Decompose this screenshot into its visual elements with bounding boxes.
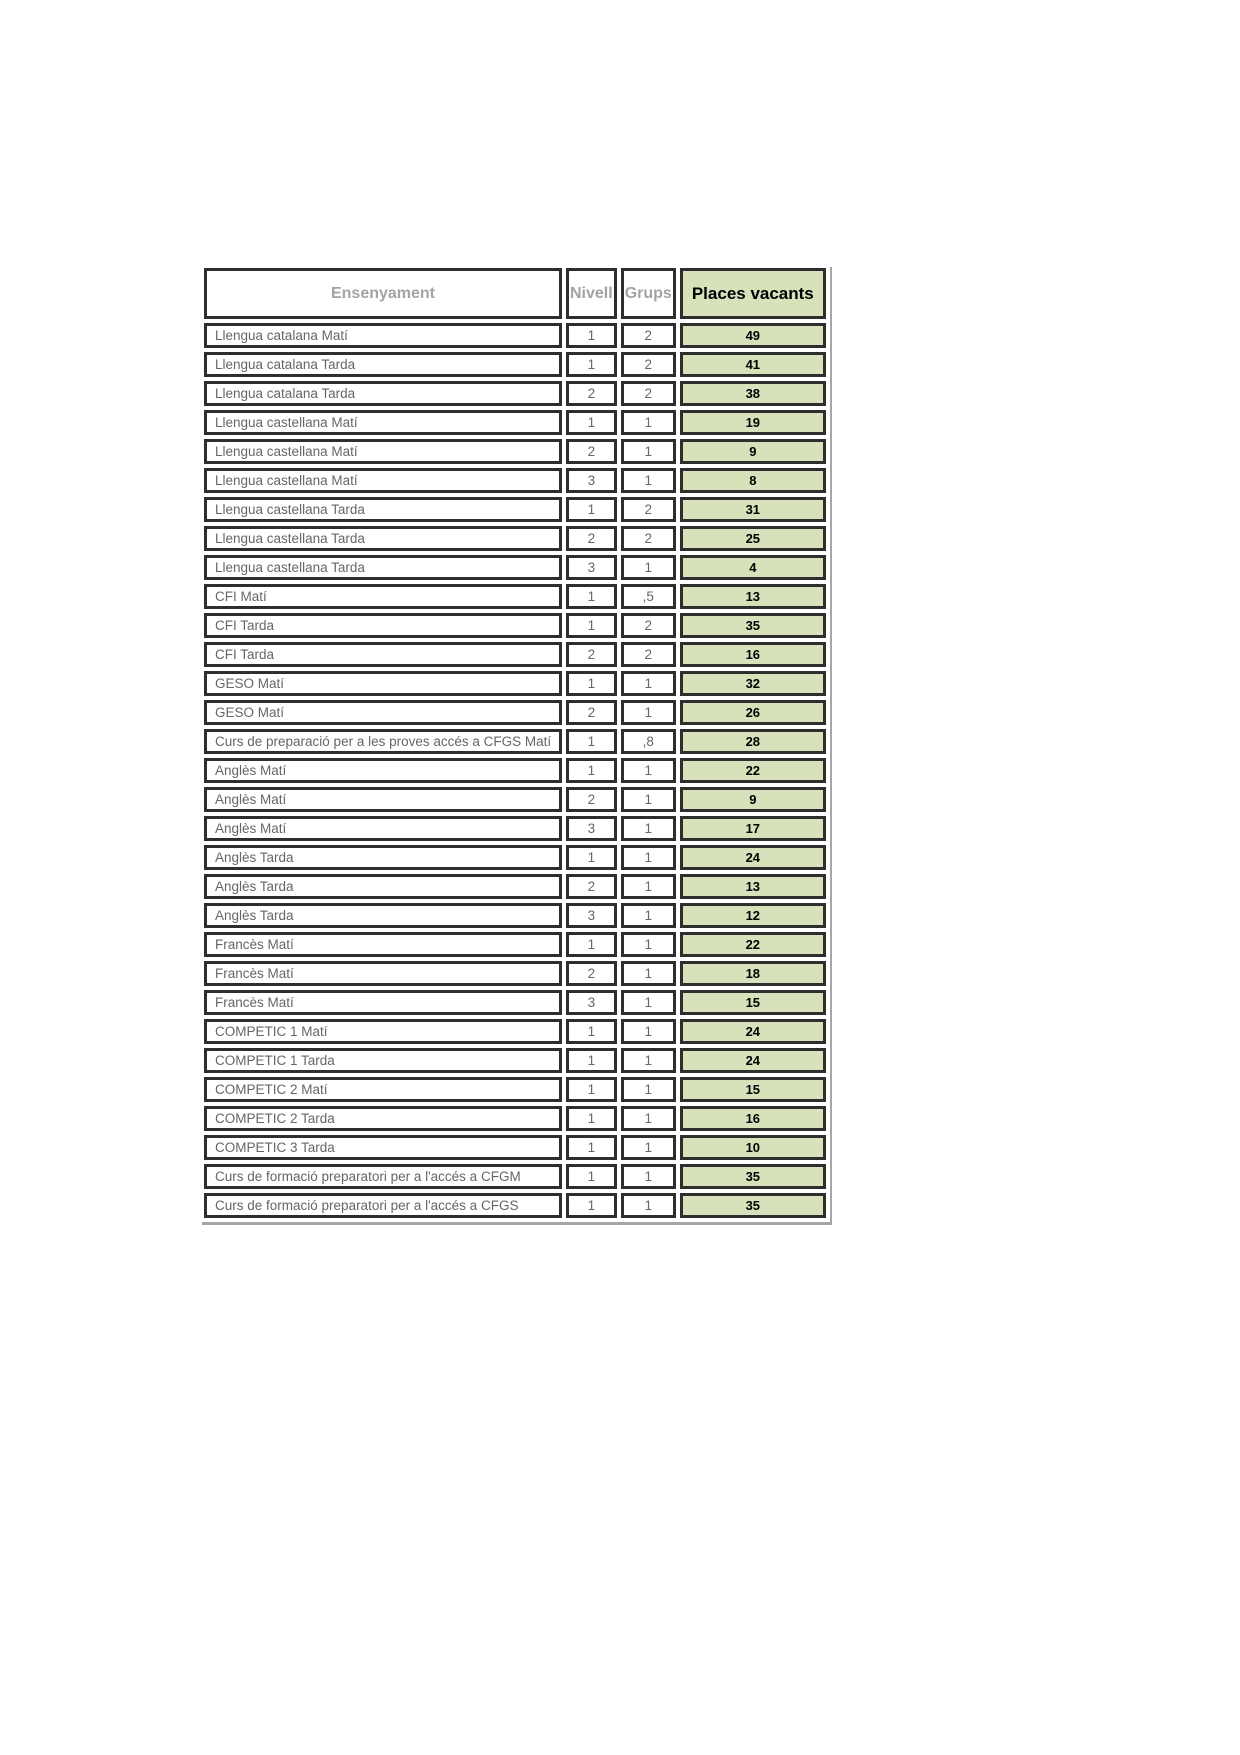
places-vacants-cell: 9 (680, 439, 826, 464)
table-row (204, 1048, 826, 1073)
nivell-cell: 3 (566, 555, 617, 580)
nivell-cell: 1 (566, 1193, 617, 1218)
nivell-cell: 1 (566, 1077, 617, 1102)
nivell-cell: 2 (566, 526, 617, 551)
nivell-cell: 1 (566, 584, 617, 609)
table-row (204, 1106, 826, 1131)
grups-cell: 2 (621, 381, 676, 406)
table-header (204, 268, 826, 319)
grups-cell: 1 (621, 1164, 676, 1189)
places-vacants-cell: 35 (680, 1193, 826, 1218)
ensenyament-cell: Llengua catalana Matí (204, 323, 562, 348)
nivell-cell: 3 (566, 816, 617, 841)
ensenyament-cell: Llengua castellana Matí (204, 468, 562, 493)
table-row (204, 903, 826, 928)
ensenyament-cell: Anglès Matí (204, 758, 562, 783)
table-row (204, 439, 826, 464)
nivell-cell: 1 (566, 845, 617, 870)
ensenyament-cell: Llengua castellana Tarda (204, 497, 562, 522)
header-row (204, 268, 826, 319)
places-vacants-cell: 12 (680, 903, 826, 928)
nivell-cell: 1 (566, 323, 617, 348)
nivell-cell: 1 (566, 932, 617, 957)
places-vacants-cell: 16 (680, 642, 826, 667)
column-header-places-vacants: Places vacants (680, 268, 826, 319)
ensenyament-cell: CFI Tarda (204, 642, 562, 667)
grups-cell: 2 (621, 352, 676, 377)
table-row (204, 874, 826, 899)
ensenyament-cell: Francès Matí (204, 961, 562, 986)
table-row (204, 700, 826, 725)
grups-cell: 1 (621, 845, 676, 870)
ensenyament-cell: Llengua castellana Matí (204, 410, 562, 435)
places-vacants-cell: 24 (680, 1048, 826, 1073)
grups-cell: 1 (621, 758, 676, 783)
grups-cell: 1 (621, 1193, 676, 1218)
places-vacants-cell: 49 (680, 323, 826, 348)
grups-cell: ,8 (621, 729, 676, 754)
ensenyament-cell: Llengua castellana Matí (204, 439, 562, 464)
places-vacants-cell: 4 (680, 555, 826, 580)
places-vacants-cell: 35 (680, 613, 826, 638)
places-vacants-cell: 41 (680, 352, 826, 377)
table-row (204, 787, 826, 812)
grups-cell: 2 (621, 323, 676, 348)
table-row (204, 381, 826, 406)
nivell-cell: 1 (566, 613, 617, 638)
places-vacants-cell: 19 (680, 410, 826, 435)
nivell-cell: 1 (566, 352, 617, 377)
grups-cell: ,5 (621, 584, 676, 609)
table-row (204, 1193, 826, 1218)
ensenyament-cell: Anglès Matí (204, 816, 562, 841)
grups-cell: 1 (621, 961, 676, 986)
places-vacants-cell: 38 (680, 381, 826, 406)
grups-cell: 1 (621, 932, 676, 957)
column-header-nivell: Nivell (566, 268, 617, 319)
nivell-cell: 1 (566, 1019, 617, 1044)
nivell-cell: 1 (566, 758, 617, 783)
ensenyament-cell: Anglès Matí (204, 787, 562, 812)
ensenyament-cell: COMPETIC 2 Tarda (204, 1106, 562, 1131)
table-row (204, 410, 826, 435)
grups-cell: 1 (621, 787, 676, 812)
grups-cell: 2 (621, 526, 676, 551)
places-vacants-cell: 8 (680, 468, 826, 493)
table-row (204, 932, 826, 957)
ensenyament-cell: Llengua catalana Tarda (204, 352, 562, 377)
table-row (204, 642, 826, 667)
ensenyament-cell: Llengua catalana Tarda (204, 381, 562, 406)
grups-cell: 2 (621, 497, 676, 522)
places-vacants-cell: 13 (680, 874, 826, 899)
nivell-cell: 1 (566, 1135, 617, 1160)
nivell-cell: 2 (566, 642, 617, 667)
table-row (204, 990, 826, 1015)
places-vacants-cell: 25 (680, 526, 826, 551)
ensenyament-cell: Francès Matí (204, 932, 562, 957)
nivell-cell: 3 (566, 990, 617, 1015)
grups-cell: 1 (621, 439, 676, 464)
ensenyament-cell: Curs de formació preparatori per a l'accés a CFGS (204, 1193, 562, 1218)
places-vacants-cell: 32 (680, 671, 826, 696)
grups-cell: 1 (621, 468, 676, 493)
places-vacants-cell: 22 (680, 932, 826, 957)
places-vacants-cell: 17 (680, 816, 826, 841)
grups-cell: 1 (621, 903, 676, 928)
nivell-cell: 2 (566, 439, 617, 464)
places-vacants-cell: 9 (680, 787, 826, 812)
nivell-cell: 1 (566, 671, 617, 696)
ensenyament-cell: Llengua castellana Tarda (204, 555, 562, 580)
places-vacants-cell: 15 (680, 1077, 826, 1102)
places-vacants-table (200, 264, 830, 1222)
grups-cell: 1 (621, 1077, 676, 1102)
table-row (204, 961, 826, 986)
table-row (204, 352, 826, 377)
nivell-cell: 1 (566, 729, 617, 754)
nivell-cell: 2 (566, 381, 617, 406)
column-header-grups: Grups (621, 268, 676, 319)
grups-cell: 1 (621, 874, 676, 899)
ensenyament-cell: GESO Matí (204, 671, 562, 696)
table-row (204, 613, 826, 638)
places-vacants-cell: 16 (680, 1106, 826, 1131)
table-row (204, 1164, 826, 1189)
table-row (204, 555, 826, 580)
ensenyament-cell: COMPETIC 1 Tarda (204, 1048, 562, 1073)
nivell-cell: 2 (566, 700, 617, 725)
nivell-cell: 1 (566, 1106, 617, 1131)
table-body (204, 323, 826, 1218)
column-header-ensenyament: Ensenyament (204, 268, 562, 319)
ensenyament-cell: CFI Tarda (204, 613, 562, 638)
grups-cell: 2 (621, 613, 676, 638)
grups-cell: 1 (621, 1106, 676, 1131)
grups-cell: 1 (621, 1019, 676, 1044)
ensenyament-cell: CFI Matí (204, 584, 562, 609)
nivell-cell: 1 (566, 1048, 617, 1073)
ensenyament-cell: GESO Matí (204, 700, 562, 725)
places-vacants-cell: 28 (680, 729, 826, 754)
nivell-cell: 1 (566, 497, 617, 522)
grups-cell: 2 (621, 642, 676, 667)
ensenyament-cell: Curs de preparació per a les proves accés a CFGS Matí (204, 729, 562, 754)
grups-cell: 1 (621, 990, 676, 1015)
ensenyament-cell: COMPETIC 1 Matí (204, 1019, 562, 1044)
places-vacants-cell: 26 (680, 700, 826, 725)
nivell-cell: 3 (566, 903, 617, 928)
table-row (204, 1019, 826, 1044)
table-row (204, 758, 826, 783)
ensenyament-cell: Anglès Tarda (204, 845, 562, 870)
table-row (204, 526, 826, 551)
places-vacants-cell: 22 (680, 758, 826, 783)
places-vacants-cell: 31 (680, 497, 826, 522)
table-row (204, 729, 826, 754)
ensenyament-cell: COMPETIC 2 Matí (204, 1077, 562, 1102)
nivell-cell: 3 (566, 468, 617, 493)
places-vacants-cell: 24 (680, 1019, 826, 1044)
ensenyament-cell: Francès Matí (204, 990, 562, 1015)
grups-cell: 1 (621, 410, 676, 435)
table-row (204, 1077, 826, 1102)
places-vacants-cell: 35 (680, 1164, 826, 1189)
table-row (204, 584, 826, 609)
places-vacants-cell: 13 (680, 584, 826, 609)
table-row (204, 323, 826, 348)
grups-cell: 1 (621, 1048, 676, 1073)
table-row (204, 497, 826, 522)
places-vacants-cell: 15 (680, 990, 826, 1015)
nivell-cell: 1 (566, 410, 617, 435)
enrollment-vacancies-table-container (200, 264, 830, 1222)
grups-cell: 1 (621, 555, 676, 580)
ensenyament-cell: Curs de formació preparatori per a l'accés a CFGM (204, 1164, 562, 1189)
ensenyament-cell: COMPETIC 3 Tarda (204, 1135, 562, 1160)
nivell-cell: 2 (566, 787, 617, 812)
ensenyament-cell: Anglès Tarda (204, 874, 562, 899)
nivell-cell: 2 (566, 961, 617, 986)
grups-cell: 1 (621, 671, 676, 696)
grups-cell: 1 (621, 1135, 676, 1160)
ensenyament-cell: Anglès Tarda (204, 903, 562, 928)
places-vacants-cell: 10 (680, 1135, 826, 1160)
places-vacants-cell: 24 (680, 845, 826, 870)
grups-cell: 1 (621, 700, 676, 725)
nivell-cell: 1 (566, 1164, 617, 1189)
nivell-cell: 2 (566, 874, 617, 899)
table-row (204, 1135, 826, 1160)
table-row (204, 671, 826, 696)
ensenyament-cell: Llengua castellana Tarda (204, 526, 562, 551)
table-row (204, 845, 826, 870)
table-row (204, 816, 826, 841)
table-row (204, 468, 826, 493)
places-vacants-cell: 18 (680, 961, 826, 986)
grups-cell: 1 (621, 816, 676, 841)
